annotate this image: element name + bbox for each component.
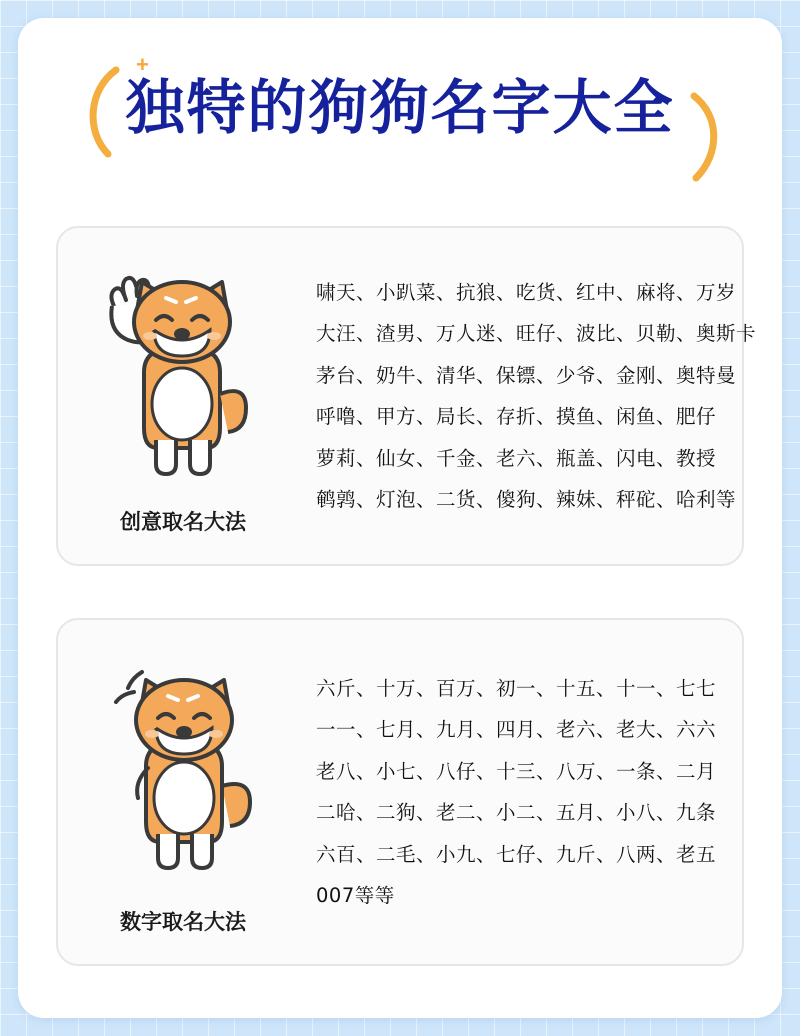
- page-title: 独特的狗狗名字大全: [125, 73, 675, 142]
- name-line: 茅台、奶牛、清华、保镖、少爷、金刚、奥特曼: [316, 363, 737, 387]
- poster-card: [18, 18, 782, 1018]
- mascot-column: [58, 228, 308, 564]
- name-line: 六斤、十万、百万、初一、十五、十一、七七: [316, 676, 717, 700]
- section-label: 创意取名大法: [120, 510, 246, 534]
- section-creative-naming: [56, 226, 757, 566]
- names-list: [316, 228, 757, 564]
- shiba-dog-waving-icon: [82, 244, 282, 494]
- names-list: [316, 620, 740, 964]
- name-line: 呼噜、甲方、局长、存折、摸鱼、闲鱼、肥仔: [316, 405, 717, 428]
- name-line: 萝莉、仙女、千金、老六、瓶盖、闪电、教授: [316, 446, 717, 470]
- swoosh-right-icon: [686, 92, 730, 184]
- swoosh-left-icon: [78, 64, 126, 160]
- name-line: 大汪、渣男、万人迷、旺仔、波比、贝勒、奥斯卡: [316, 322, 757, 345]
- page-title-wrap: [18, 73, 782, 142]
- name-line: 一一、七月、九月、四月、老六、老大、六六: [316, 718, 717, 741]
- mascot-column: [58, 620, 308, 964]
- name-line: 六百、二毛、小九、七仔、九斤、八两、老五: [316, 842, 717, 866]
- plus-decoration-icon: +: [136, 52, 149, 77]
- section-number-naming: [56, 618, 744, 966]
- name-line: 鹌鹑、灯泡、二货、傻狗、辣妹、秤砣、哈利等: [316, 488, 737, 511]
- name-line: 007等等: [316, 884, 395, 907]
- shiba-dog-standing-icon: [82, 636, 282, 886]
- name-line: 老八、小七、八仔、十三、八万、一条、二月: [316, 759, 717, 783]
- name-line: 二哈、二狗、老二、小二、五月、小八、九条: [316, 801, 717, 824]
- section-label: 数字取名大法: [120, 910, 246, 934]
- name-line: 啸天、小趴菜、抗狼、吃货、红中、麻将、万岁: [316, 280, 737, 304]
